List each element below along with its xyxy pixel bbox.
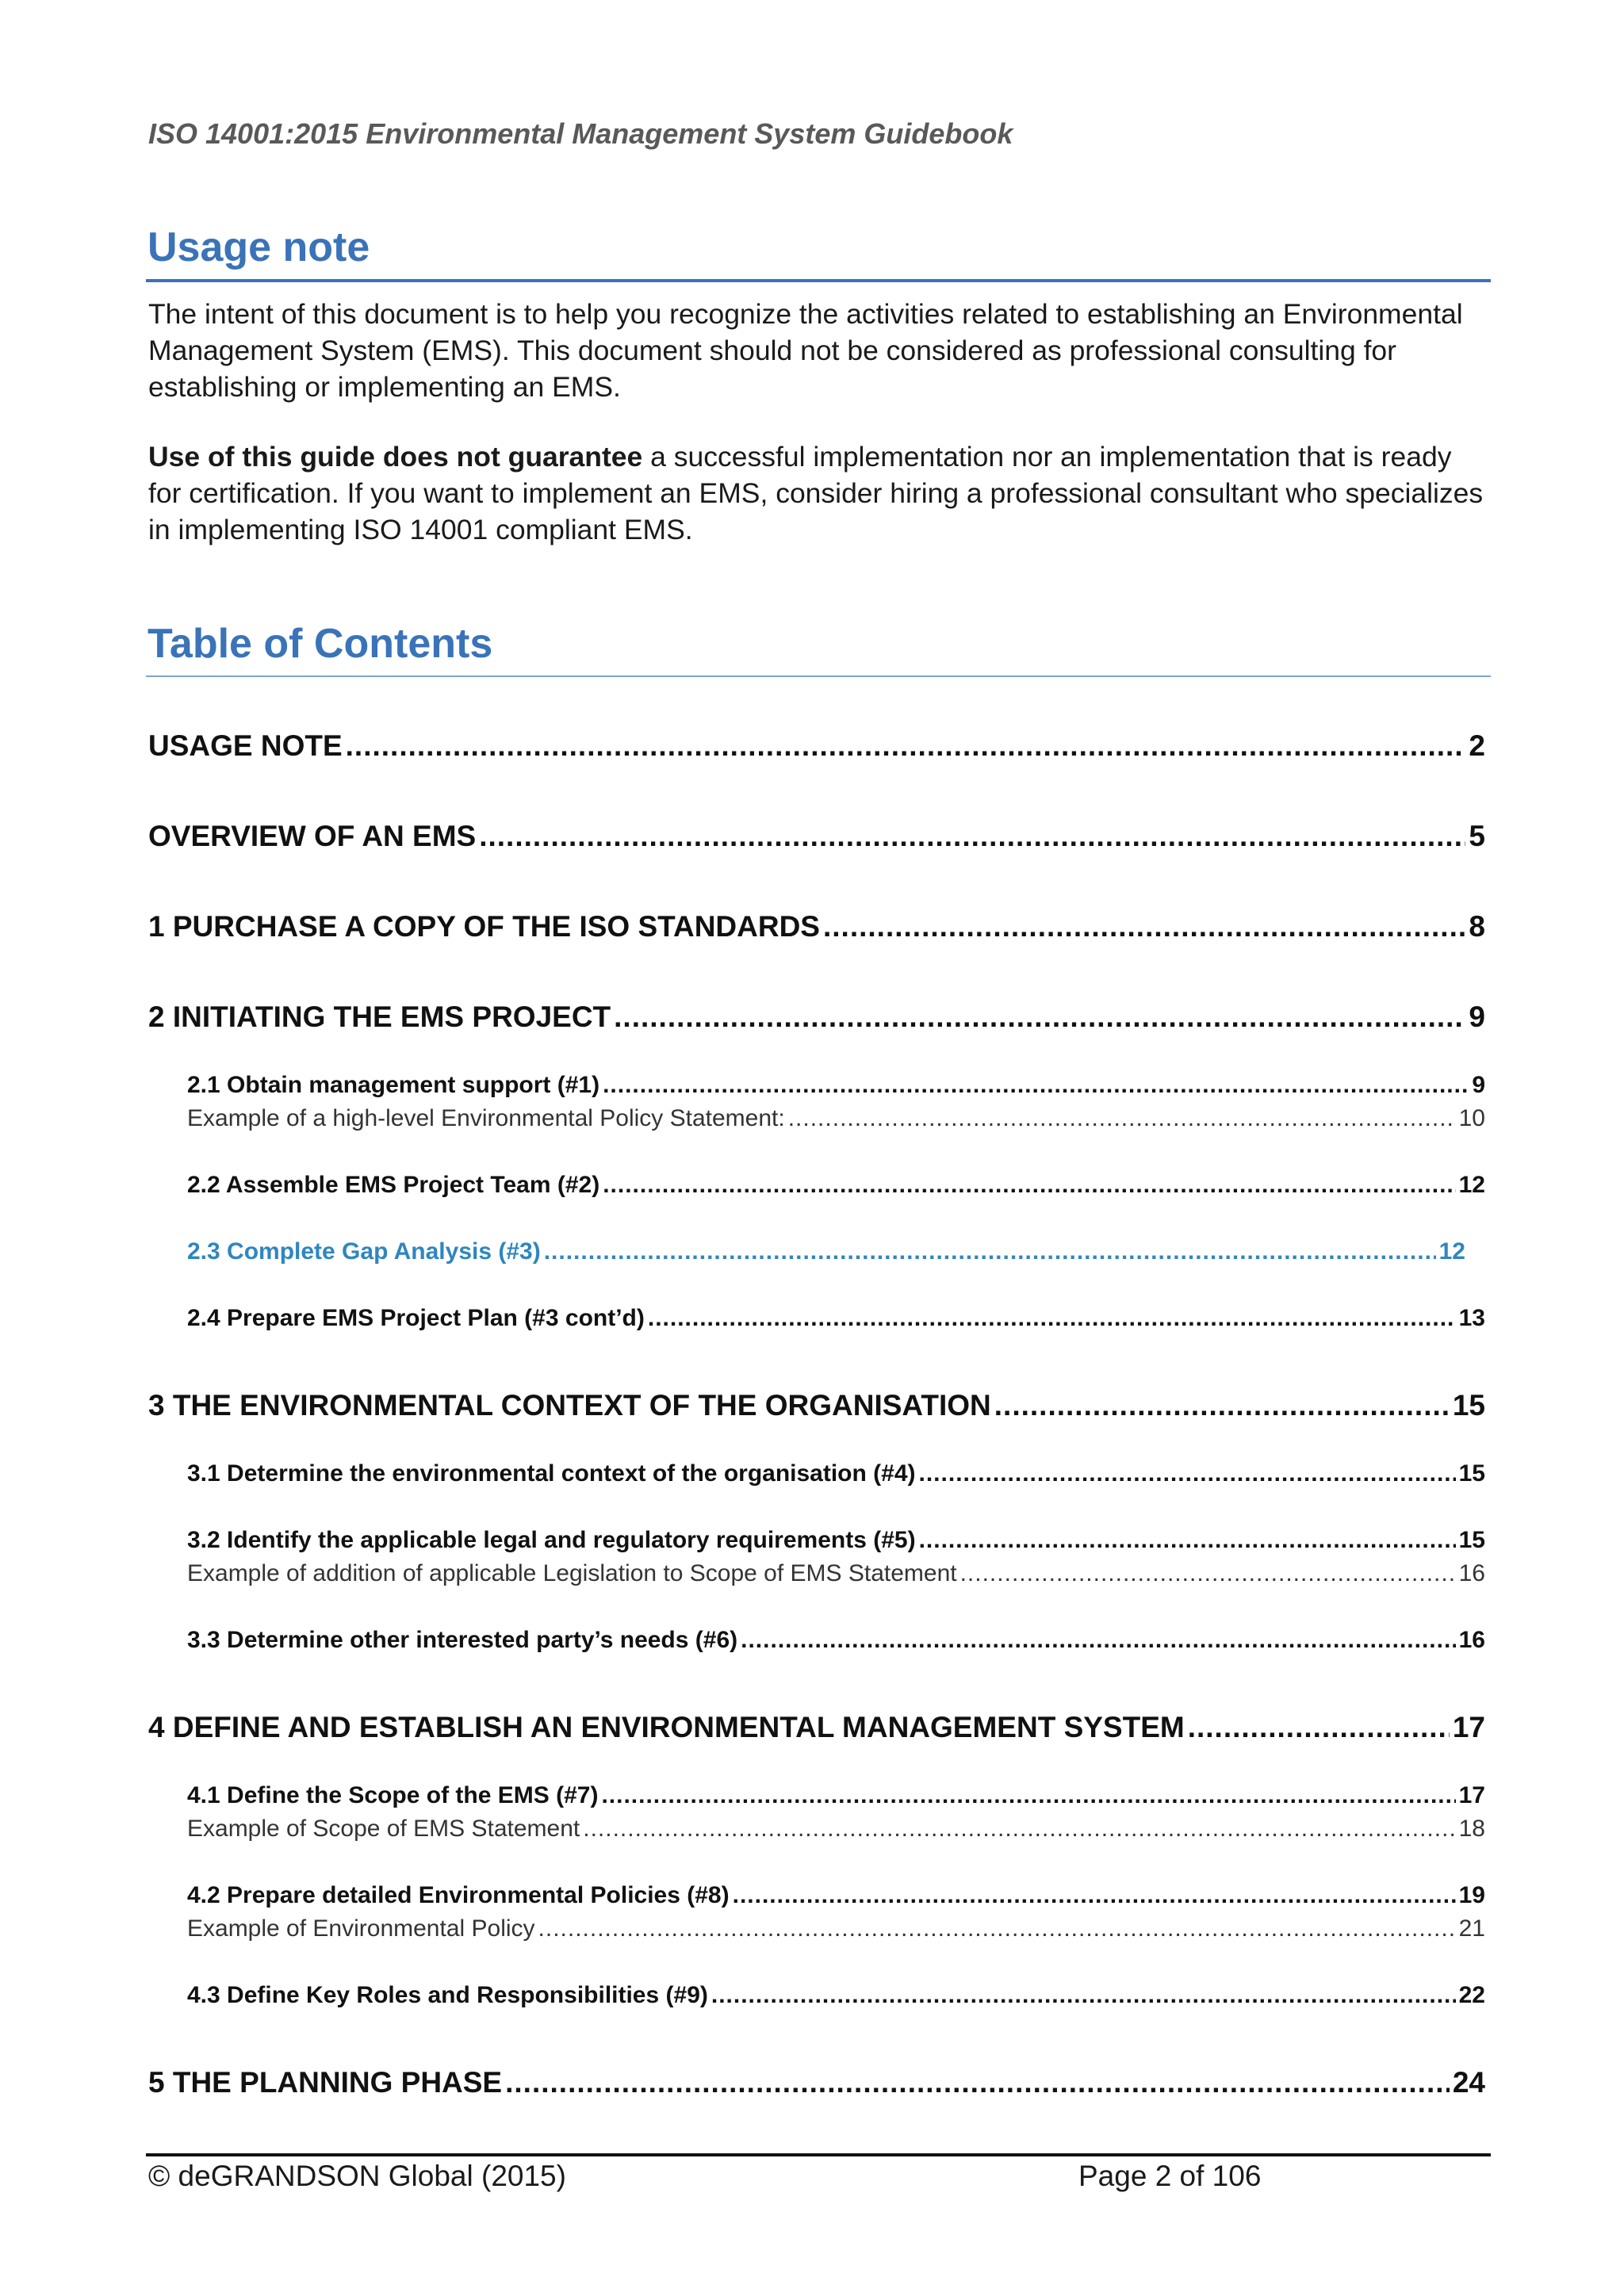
toc-entry-title: 4.3 Define Key Roles and Responsibilities (#9) (187, 1982, 708, 2008)
toc-entry-page: 19 (1458, 1882, 1485, 1908)
toc-entry-section-2[interactable] (148, 1001, 1485, 1034)
toc-entry-section-3[interactable] (148, 1389, 1485, 1422)
toc-entry-page: 17 (1458, 1782, 1485, 1808)
footer-page-number: Page 2 of 106 (1078, 2160, 1262, 2192)
toc-entry-4-1[interactable] (187, 1782, 1485, 1809)
usage-note-bold-lead: Use of this guide does not guarantee (148, 441, 643, 473)
toc-dot-leader (505, 2066, 1450, 2099)
toc-entry-page: 17 (1452, 1711, 1485, 1743)
toc-entry-4-1-example[interactable] (187, 1816, 1485, 1843)
toc-entry-title: 3.2 Identify the applicable legal and regulatory requirements (#5) (187, 1527, 916, 1553)
toc-entry-title: 1 PURCHASE A COPY OF THE ISO STANDARDS (148, 910, 820, 943)
toc-dot-leader (601, 1782, 1455, 1809)
toc-entry-2-2[interactable] (187, 1172, 1485, 1199)
toc-entry-usage-note[interactable] (148, 729, 1485, 763)
toc-entry-page: 13 (1458, 1305, 1485, 1331)
toc-entry-page: 2 (1469, 729, 1485, 762)
toc-entry-2-1[interactable] (187, 1072, 1485, 1099)
toc-entry-title: 3 THE ENVIRONMENTAL CONTEXT OF THE ORGANISATION (148, 1389, 991, 1422)
running-header: ISO 14001:2015 Environmental Management System Guidebook (148, 117, 1013, 150)
toc-entry-page: 24 (1452, 2066, 1485, 2099)
toc-dot-leader (603, 1072, 1469, 1099)
toc-entry-title: 4 DEFINE AND ESTABLISH AN ENVIRONMENTAL MANAGEMENT SYSTEM (148, 1711, 1185, 1743)
toc-rule (146, 675, 1491, 677)
toc-dot-leader (346, 729, 1466, 763)
toc-entry-overview[interactable] (148, 820, 1485, 853)
toc-entry-2-3-link[interactable] (187, 1238, 1465, 1265)
toc-dot-leader (603, 1172, 1455, 1199)
toc-dot-leader (733, 1882, 1456, 1909)
toc-entry-page: 16 (1458, 1627, 1485, 1653)
toc-dot-leader (1188, 1711, 1450, 1744)
usage-note-paragraph-1: The intent of this document is to help you recognize the activities related to establishing an Environmental Management System (EMS). This document should not be considered as professional consulting for establishing or implementing an EMS. (148, 298, 1463, 403)
toc-dot-leader (711, 1982, 1456, 2009)
toc-entry-page: 9 (1469, 1001, 1485, 1033)
toc-dot-leader (583, 1816, 1455, 1843)
toc-dot-leader (823, 910, 1465, 943)
usage-note-paragraph-2-rest: a successful implementation nor an implementation that is ready for certification. If you want to implement an EMS, consider hiring a professional consultant who specializes in implementing ISO 14001 compliant EMS. (148, 441, 1484, 545)
usage-note-paragraph-2 (148, 438, 1488, 548)
toc-entry-title: 2 INITIATING THE EMS PROJECT (148, 1001, 611, 1033)
toc-entry-page: 21 (1458, 1915, 1485, 1942)
usage-note-heading: Usage note (147, 224, 370, 270)
toc-entry-3-2[interactable] (187, 1527, 1485, 1554)
toc-entry-2-4[interactable] (187, 1305, 1485, 1332)
toc-entry-title: 3.3 Determine other interested party’s needs (#6) (187, 1627, 738, 1653)
toc-entry-page: 16 (1458, 1560, 1485, 1586)
toc-entry-section-1[interactable] (148, 910, 1485, 943)
toc-dot-leader (648, 1305, 1456, 1332)
toc-entry-3-2-example[interactable] (187, 1560, 1485, 1587)
toc-entry-title: 3.1 Determine the environmental context of the organisation (#4) (187, 1460, 916, 1487)
toc-entry-title: 2.3 Complete Gap Analysis (#3) (187, 1238, 541, 1265)
toc-entry-page: 22 (1458, 1982, 1485, 2008)
toc-entry-page: 15 (1458, 1527, 1485, 1553)
toc-entry-title: Example of a high-level Environmental Policy Statement: (187, 1105, 785, 1131)
toc-entry-page: 12 (1438, 1238, 1465, 1265)
toc-entry-title: OVERVIEW OF AN EMS (148, 820, 477, 852)
toc-entry-3-1[interactable] (187, 1460, 1485, 1487)
toc-entry-title: USAGE NOTE (148, 729, 343, 762)
toc-dot-leader (741, 1627, 1455, 1654)
toc-entry-page: 9 (1472, 1072, 1485, 1098)
toc-entry-title: 2.1 Obtain management support (#1) (187, 1072, 600, 1098)
toc-dot-leader (479, 820, 1465, 853)
footer-rule (146, 2153, 1491, 2156)
toc-entry-3-3[interactable] (187, 1627, 1485, 1654)
toc-entry-title: 4.2 Prepare detailed Environmental Policies (#8) (187, 1882, 730, 1908)
toc-dot-leader (614, 1001, 1465, 1034)
toc-dot-leader (994, 1389, 1450, 1422)
toc-entry-4-3[interactable] (187, 1982, 1485, 2009)
toc-entry-page: 15 (1458, 1460, 1485, 1487)
toc-entry-4-2-example[interactable] (187, 1915, 1485, 1942)
toc-entry-2-1-example[interactable] (187, 1105, 1485, 1132)
toc-dot-leader (919, 1527, 1456, 1554)
toc-dot-leader (544, 1238, 1436, 1265)
toc-entry-title: Example of Scope of EMS Statement (187, 1816, 580, 1842)
toc-entry-page: 8 (1469, 910, 1485, 943)
toc-entry-title: 4.1 Define the Scope of the EMS (#7) (187, 1782, 599, 1808)
toc-entry-title: Example of Environmental Policy (187, 1915, 535, 1942)
toc-heading: Table of Contents (147, 621, 493, 667)
toc-entry-page: 15 (1452, 1389, 1485, 1422)
toc-dot-leader (538, 1915, 1456, 1942)
toc-entry-4-2[interactable] (187, 1882, 1485, 1909)
toc-entry-section-4[interactable] (148, 1711, 1485, 1744)
toc-dot-leader (960, 1560, 1456, 1587)
toc-dot-leader (788, 1105, 1456, 1132)
toc-entry-title: Example of addition of applicable Legislation to Scope of EMS Statement (187, 1560, 957, 1586)
toc-entry-page: 5 (1469, 820, 1485, 852)
toc-entry-page: 10 (1458, 1105, 1485, 1131)
toc-entry-title: 5 THE PLANNING PHASE (148, 2066, 503, 2099)
usage-note-rule (146, 279, 1491, 282)
toc-entry-page: 18 (1458, 1816, 1485, 1842)
toc-dot-leader (919, 1460, 1456, 1487)
footer-copyright: © deGRANDSON Global (2015) (148, 2160, 566, 2192)
toc-entry-title: 2.2 Assemble EMS Project Team (#2) (187, 1172, 600, 1198)
toc-entry-title: 2.4 Prepare EMS Project Plan (#3 cont’d) (187, 1305, 645, 1331)
toc-entry-page: 12 (1458, 1172, 1485, 1198)
toc-entry-section-5[interactable] (148, 2066, 1485, 2099)
